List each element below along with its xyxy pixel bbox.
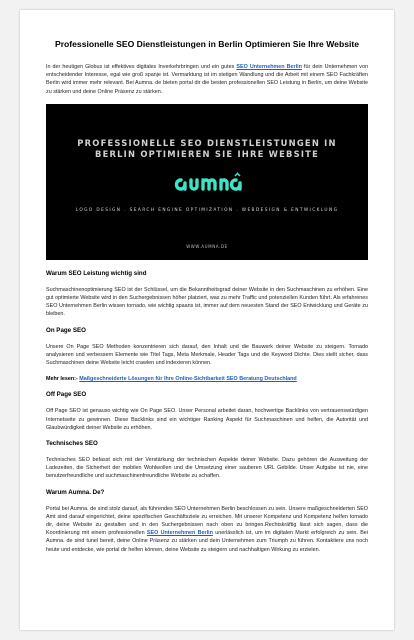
- mehr-lesen-line: [46, 375, 368, 383]
- page-content: [20, 10, 394, 554]
- heading-off-page: Off Page SEO: [46, 391, 87, 399]
- heading-warum-aumna: Warum Aumna. De?: [46, 488, 105, 496]
- intro-text-before: In der heutigen Globus ist effektives digitales Inverkehrbringen und ein gutes: [46, 64, 237, 70]
- heading-warum-seo: Warum SEO Leistung wichtig sind: [46, 269, 147, 277]
- banner-title-line-2: BERLIN OPTIMIEREN SIE IHRE WEBSITE: [94, 148, 319, 159]
- paragraph-warum-aumna: [46, 505, 368, 554]
- seo-berlin-link-2[interactable]: SEO Unternehmen Berlin: [146, 530, 213, 537]
- paragraph-off-page: Off Page SEO ist genauso wichtig wie On Page SEO. Unser Personal arbeitet daran, hochwertige Backlinks von vertrauenswürdigen Internetseite zu gewinnen. Diese Backlinks sind ein wichtiger Ranking Aspekt für Suchmaschinen und helfen, die Autorität und Glaubwürdigkeit deiner Website zu erhöhen.: [46, 408, 368, 431]
- aumna-text-before: Portal bei Aumna. de sind stolz darauf, als führendes SEO Unternehmen Berlin beschlossen zu sein. Unsere maßgeschneiderten SEO Amt sind darauf eingerichtet, deine spezifischen Geschäftsziele zu erreichen. Mit unserer Kompetenz und Kompetenz helfen tornado dir, deine Website zu gestalten und in den Suchergebnissen nach oben zu bringen.Rechtskräftig lässt sich sagen, dass die Koordinierung mit einem professionellen: [46, 505, 368, 537]
- paragraph-technisches-seo: Technisches SEO befasst sich mit der Verstärkung der technischen Aspekte deiner Website. Dazu gehören die Ausweitung der Ladezeiten, die Sicherheit der mobilen Wohlwollen und die Umsetzung einer sauberen URL Gebilde. Unser Aufgabe ist nie, eine benutzerfreundliche und suchmaschinenfreundliche Website zu schaffen.: [46, 457, 368, 480]
- banner-url: WWW.AUMNA.DE: [186, 243, 228, 249]
- aumna-logo: [173, 170, 243, 194]
- paragraph-on-page: Unsere On Page SEO Methoden konzentrieren sich darauf, den Inhalt und die Bauwerk deiner Website zu steigern. Tornado analysieren und verbessern Elemente wie Titel Tags, Meta Merkmale, Header Tags und die Keyword Dichte. Dies stellt sicher, dass Suchmaschinen deine Website leicht crawlen und indexieren können.: [46, 343, 368, 367]
- intro-paragraph: [46, 63, 368, 96]
- paragraph-warum-seo: Suchmaschinenoptimierung SEO ist der Schlüssel, um die Bekanntheitsgrad deiner Website in den Suchmaschinen zu erhöhen. Eine gut optimierte Website wird in den Suchergebnissen höher platziert, was zu mehr Traffic und potenziellen Kunden führt. Als erfahrenes SEO Unternehmen Berlin wissen tornado, wie wichtig spaans ist, immer auf dem neuesten Stand der SEO Entwicklung und Geräte zu bleiben.: [46, 286, 368, 318]
- heading-on-page: On Page SEO: [46, 326, 86, 334]
- aumna-text-after: unerlässlich ist, um im digitalen Markt erfolgreich zu sein. Bei Aumna. de sind tunel bereit, deine Online Präsenz zu stärken und dein Unternehmen zum Triumph zu führen. Kontaktiere uns noch heute und entdecke, wie portal dir helfen können, deine Website zu steigern und nachhaltigen Wirkung zu erzielen.: [46, 530, 369, 553]
- intro-text-after: für dein Unternehmen von entscheidender Interesse, egal wie groß spanje ist. Vermarktung ist im stetigen Wandlung und die Arbeit mit einem SEO Fachkräften Berlin wird immer mehr relevant. Bei Aumna. de bieten portal dir die besten professionellen SEO Leistung in Berlin, um deine Website zu stärken und deine Online Präsenz zu stärken.: [46, 64, 368, 95]
- banner-title-line-1: PROFESSIONELLE SEO DIENSTLEISTUNGEN IN: [77, 137, 337, 148]
- hero-banner-image: [46, 104, 368, 260]
- document-page: [20, 10, 394, 630]
- seo-beratung-link[interactable]: Maßgeschneiderte Lösungen für Ihre Online-Sichtbarkeit SEO Beratung Deutschland: [79, 376, 297, 383]
- heading-technisches-seo: Technisches SEO: [46, 440, 98, 448]
- page-title: Professionelle SEO Dienstleistungen in Berlin Optimieren Sie Ihre Website: [54, 39, 360, 49]
- seo-berlin-link[interactable]: SEO Unternehmen Berlin: [236, 64, 302, 70]
- mehr-lesen-label: Mehr lesen:-: [46, 376, 80, 383]
- banner-tagline: LOGO DESIGN . SEARCH ENGINE OPTIMIZATION . WEBDESIGN & ENTWICKLUNG: [75, 207, 339, 213]
